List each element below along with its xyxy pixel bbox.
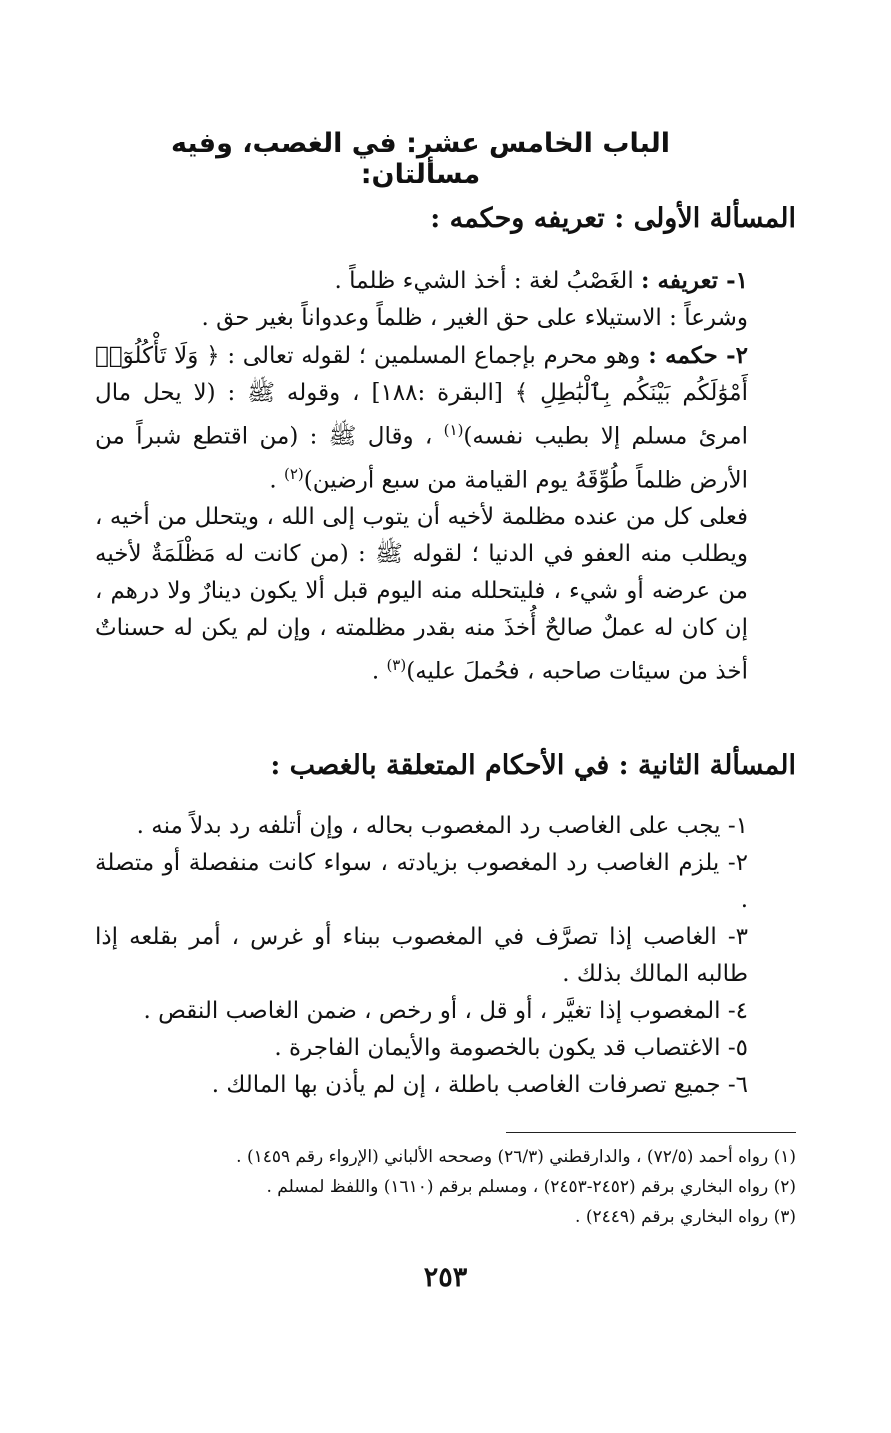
- repentance-paragraph: [95, 499, 796, 691]
- ruling-item: ٢- يلزم الغاصب رد المغصوب بزيادته ، سواء كانت منفصلة أو متصلة .: [95, 850, 748, 913]
- page-number: ٢٥٣: [423, 1262, 468, 1293]
- ruling-text-2: ، وقال ﷺ : (من اقتطع شبراً من الأرض ظلماً طُوِّقَهُ يوم القيامة من سبع أرضين): [95, 423, 748, 494]
- footnote-ref-2: (٢): [283, 464, 304, 483]
- ruling-item: ٦- جميع تصرفات الغاصب باطلة ، إن لم يأذن بها المالك .: [211, 1072, 748, 1098]
- definition-language: [95, 262, 796, 300]
- ruling-item: ١- يجب على الغاصب رد المغصوب بحاله ، وإن أتلفه رد بدلاً منه .: [136, 813, 748, 839]
- ruling-text: وهو محرم بإجماع المسلمين ؛ لقوله تعالى : ﴿ وَلَا تَأْكُلُوٓا۟ أَمْوَٰلَكُم بَيْنَكُم بِٱلْبَٰطِلِ ﴾ [البقرة :١٨٨] ، وقوله ﷺ : (لا يحل مال امرئ مسلم إلا بطيب نفسه): [95, 343, 748, 450]
- repentance-end: .: [371, 658, 380, 685]
- chapter-title: الباب الخامس عشر: في الغصب، وفيه مسألتان:: [171, 128, 670, 190]
- footnotes: [95, 1142, 796, 1232]
- footnote-2: (٢) رواه البخاري برقم (٢٤٥٢-٢٤٥٣) ، ومسلم برقم (١٦١٠) واللفظ لمسلم .: [266, 1177, 796, 1197]
- definition-label: ١- تعريفه :: [641, 267, 748, 294]
- ruling-end: .: [269, 467, 277, 494]
- section-1-body: [95, 262, 796, 691]
- ruling-item: ٤- المغصوب إذا تغيَّر ، أو قل ، أو رخص ، ضمن الغاصب النقص .: [143, 998, 748, 1024]
- footnote-3: (٣) رواه البخاري برقم (٢٤٤٩) .: [575, 1207, 796, 1227]
- footnote-1: (١) رواه أحمد (٧٢/٥) ، والدارقطني (٢٦/٣) وصححه الألباني (الإرواء رقم ١٤٥٩) .: [236, 1147, 796, 1167]
- section-2-body: [95, 808, 796, 1104]
- section-heading-1: المسألة الأولى : تعريفه وحكمه :: [430, 203, 796, 234]
- definition-language-text: الغَصْبُ لغة : أخذ الشيء ظلماً .: [334, 268, 634, 294]
- ruling-item: ٣- الغاصب إذا تصرَّف في المغصوب ببناء أو غرس ، أمر بقلعه إذا طالبه المالك بذلك .: [95, 924, 748, 987]
- definition-sharia: وشرعاً : الاستيلاء على حق الغير ، ظلماً وعدواناً بغير حق .: [201, 305, 748, 331]
- ruling-paragraph: [95, 337, 796, 499]
- section-heading-2: المسألة الثانية : في الأحكام المتعلقة بالغصب :: [270, 750, 796, 781]
- ruling-item: ٥- الاغتصاب قد يكون بالخصومة والأيمان الفاجرة .: [274, 1035, 748, 1061]
- footnote-ref-3: (٣): [386, 656, 407, 675]
- ruling-label: ٢- حكمه :: [648, 342, 748, 369]
- footnote-ref-1: (١): [443, 421, 464, 439]
- repentance-text: فعلى كل من عنده مظلمة لأخيه أن يتوب إلى الله ، ويتحلل من أخيه ، ويطلب منه العفو في الدنيا ؛ لقوله ﷺ : (من كانت له مَظْلَمَةٌ لأخيه من عرضه أو شيء ، فليتحلله منه اليوم قبل ألا يكون دينارٌ ولا درهم ، إن كان له عملٌ صالحٌ أُخذَ منه بقدر مظلمته ، وإن لم يكن له حسناتٌ أخذ من سيئات صاحبه ، فحُملَ عليه): [95, 504, 749, 685]
- footnote-divider: [506, 1132, 796, 1133]
